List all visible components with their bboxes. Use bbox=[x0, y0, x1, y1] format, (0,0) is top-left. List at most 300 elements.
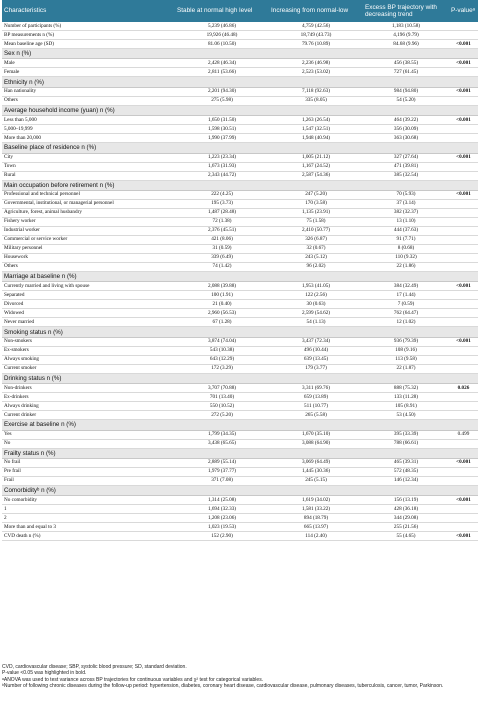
row-label: Divorced bbox=[2, 300, 175, 309]
section-header-row bbox=[2, 143, 478, 153]
row-label: Han nationality bbox=[2, 87, 175, 96]
cell-p-value bbox=[449, 467, 478, 476]
cell-excess: 12 (1.02) bbox=[363, 318, 449, 327]
table-row bbox=[2, 217, 478, 226]
table-row bbox=[2, 514, 478, 523]
cell-p-value: <0.001 bbox=[449, 59, 478, 68]
table-header-row bbox=[2, 0, 478, 22]
section-p-value bbox=[449, 373, 478, 383]
table-row bbox=[2, 31, 478, 40]
footnote-abbreviations: CVD, cardiovascular disease; SBP, systolic blood pressure; SD, standard deviation. bbox=[2, 664, 187, 670]
cell-increasing: 1,167 (24.52) bbox=[269, 162, 363, 171]
cell-p-value bbox=[449, 31, 478, 40]
cell-stable: 2,428 (46.34) bbox=[175, 59, 269, 68]
cell-stable: 1,990 (37.99) bbox=[175, 134, 269, 143]
row-label: Always drinking bbox=[2, 402, 175, 411]
row-label: BP measurements n (%) bbox=[2, 31, 175, 40]
section-header-row bbox=[2, 448, 478, 458]
cell-excess: 428 (36.18) bbox=[363, 505, 449, 514]
cell-stable: 100 (1.91) bbox=[175, 291, 269, 300]
row-label: No frail bbox=[2, 458, 175, 467]
cell-p-value: <0.001 bbox=[449, 87, 478, 96]
cell-p-value bbox=[449, 476, 478, 485]
row-label: Professional and technical personnel bbox=[2, 190, 175, 199]
cell-stable: 1,694 (32.33) bbox=[175, 505, 269, 514]
table-row bbox=[2, 523, 478, 532]
section-title: Sex n (%) bbox=[2, 49, 449, 59]
table-body bbox=[2, 22, 478, 541]
cell-excess: 110 (9.32) bbox=[363, 253, 449, 262]
header-stable: Stable at normal high level bbox=[175, 0, 269, 22]
cell-p-value bbox=[449, 22, 478, 31]
cell-stable: 275 (5.98) bbox=[175, 96, 269, 105]
cell-increasing: 79.76 (10.89) bbox=[269, 40, 363, 49]
cell-stable: 1,487 (28.48) bbox=[175, 208, 269, 217]
table-row bbox=[2, 59, 478, 68]
cell-stable: 74 (1.42) bbox=[175, 262, 269, 271]
table-row bbox=[2, 532, 478, 541]
row-label: No comorbidity bbox=[2, 496, 175, 505]
cell-excess: 13 (1.10) bbox=[363, 217, 449, 226]
cell-excess: 356 (30.09) bbox=[363, 125, 449, 134]
section-p-value bbox=[449, 77, 478, 87]
row-label: Housework bbox=[2, 253, 175, 262]
section-header-row bbox=[2, 271, 478, 281]
cell-increasing: 18,749 (43.73) bbox=[269, 31, 363, 40]
cell-excess: 105 (8.91) bbox=[363, 402, 449, 411]
cell-increasing: 243 (5.12) bbox=[269, 253, 363, 262]
table-row bbox=[2, 402, 478, 411]
cell-p-value bbox=[449, 514, 478, 523]
row-label: Commercial or service worker bbox=[2, 235, 175, 244]
cell-stable: 2,343 (44.72) bbox=[175, 171, 269, 180]
cell-increasing: 511 (10.77) bbox=[269, 402, 363, 411]
cell-increasing: 96 (2.02) bbox=[269, 262, 363, 271]
table-row bbox=[2, 346, 478, 355]
row-label: Always smoking bbox=[2, 355, 175, 364]
section-p-value bbox=[449, 327, 478, 337]
table-row bbox=[2, 505, 478, 514]
cell-p-value: <0.001 bbox=[449, 40, 478, 49]
cell-p-value: <0.001 bbox=[449, 153, 478, 162]
row-label: Less than 5,000 bbox=[2, 116, 175, 125]
cell-increasing: 1,445 (30.36) bbox=[269, 467, 363, 476]
cell-excess: 788 (66.61) bbox=[363, 439, 449, 448]
section-p-value bbox=[449, 420, 478, 430]
cell-excess: 70 (5.93) bbox=[363, 190, 449, 199]
cell-increasing: 7,118 (92.63) bbox=[269, 87, 363, 96]
section-title: Drinking status n (%) bbox=[2, 373, 449, 383]
section-title: Frailty status n (%) bbox=[2, 448, 449, 458]
row-label: Military personnel bbox=[2, 244, 175, 253]
cell-excess: 363 (30.68) bbox=[363, 134, 449, 143]
cell-p-value bbox=[449, 411, 478, 420]
row-label: More than and equal to 3 bbox=[2, 523, 175, 532]
cell-stable: 1,208 (23.06) bbox=[175, 514, 269, 523]
cell-increasing: 1,581 (33.22) bbox=[269, 505, 363, 514]
row-label: Governmental, institutional, or managerial personnel bbox=[2, 199, 175, 208]
cell-p-value: <0.001 bbox=[449, 282, 478, 291]
cell-increasing: 75 (1.58) bbox=[269, 217, 363, 226]
cell-increasing: 122 (2.56) bbox=[269, 291, 363, 300]
table-row bbox=[2, 355, 478, 364]
section-title: Ethnicity n (%) bbox=[2, 77, 449, 87]
cell-stable: 1,673 (31.93) bbox=[175, 162, 269, 171]
footnote-anova: ᵃANOVA was used to test variance across BP trajectories for continuous variables and χ² test for categorical variables. bbox=[2, 676, 264, 683]
row-label: Others bbox=[2, 262, 175, 271]
table-row bbox=[2, 384, 478, 393]
table-row bbox=[2, 439, 478, 448]
table-row bbox=[2, 199, 478, 208]
cell-excess: 133 (11.28) bbox=[363, 393, 449, 402]
cell-increasing: 665 (13.97) bbox=[269, 523, 363, 532]
section-p-value bbox=[449, 485, 478, 495]
cell-excess: 55 (4.65) bbox=[363, 532, 449, 541]
row-label: Number of participants (%) bbox=[2, 22, 175, 31]
cell-increasing: 114 (2.40) bbox=[269, 532, 363, 541]
cell-excess: 156 (13.19) bbox=[363, 496, 449, 505]
cell-stable: 1,598 (30.51) bbox=[175, 125, 269, 134]
cell-stable: 1,223 (23.34) bbox=[175, 153, 269, 162]
cell-p-value bbox=[449, 199, 478, 208]
cell-excess: 1,183 (10.58) bbox=[363, 22, 449, 31]
section-header-row bbox=[2, 105, 478, 115]
table-row bbox=[2, 153, 478, 162]
cell-p-value bbox=[449, 346, 478, 355]
table-row bbox=[2, 96, 478, 105]
section-title: Baseline place of residence n (%) bbox=[2, 143, 449, 153]
section-title: Comorbidityᵇ n (%) bbox=[2, 485, 449, 495]
cell-stable: 222 (4.25) bbox=[175, 190, 269, 199]
cell-increasing: 2,599 (54.62) bbox=[269, 309, 363, 318]
cell-excess: 456 (38.55) bbox=[363, 59, 449, 68]
cell-excess: 984 (94.80) bbox=[363, 87, 449, 96]
cell-p-value: 0.026 bbox=[449, 384, 478, 393]
cell-increasing: 1,670 (35.10) bbox=[269, 430, 363, 439]
cell-p-value: <0.001 bbox=[449, 190, 478, 199]
table-row bbox=[2, 430, 478, 439]
row-label: 1 bbox=[2, 505, 175, 514]
cell-excess: 395 (33.39) bbox=[363, 430, 449, 439]
section-header-row bbox=[2, 373, 478, 383]
table-row bbox=[2, 22, 478, 31]
cell-excess: 572 (48.35) bbox=[363, 467, 449, 476]
table-row bbox=[2, 476, 478, 485]
row-label: CVD death n (%) bbox=[2, 532, 175, 541]
cell-p-value bbox=[449, 355, 478, 364]
cell-excess: 344 (29.08) bbox=[363, 514, 449, 523]
footnote-bold: P-value <0.05 was highlighted in bold. bbox=[2, 670, 87, 677]
section-p-value bbox=[449, 180, 478, 190]
cell-excess: 53 (4.50) bbox=[363, 411, 449, 420]
cell-stable: 421 (8.06) bbox=[175, 235, 269, 244]
row-label: 2 bbox=[2, 514, 175, 523]
row-label: Town bbox=[2, 162, 175, 171]
table-row bbox=[2, 253, 478, 262]
cell-p-value: 0.499 bbox=[449, 430, 478, 439]
cell-increasing: 659 (13.89) bbox=[269, 393, 363, 402]
footnote-comorbidity: ᵇNumber of following chronic diseases during the follow-up period: hypertension, diabetes, coronary heart disease, cardiovascular disease, pulmonary diseases, tuberculosis, cancer, tumor, Parkinson. bbox=[2, 683, 444, 690]
cell-excess: 888 (75.32) bbox=[363, 384, 449, 393]
cell-increasing: 1,619 (34.02) bbox=[269, 496, 363, 505]
table-row bbox=[2, 282, 478, 291]
section-header-row bbox=[2, 77, 478, 87]
section-title: Smoking status n (%) bbox=[2, 327, 449, 337]
cell-excess: 22 (1.87) bbox=[363, 364, 449, 373]
cell-p-value bbox=[449, 364, 478, 373]
cell-increasing: 265 (5.58) bbox=[269, 411, 363, 420]
table-row bbox=[2, 393, 478, 402]
cell-stable: 643 (12.29) bbox=[175, 355, 269, 364]
cell-increasing: 2,523 (53.02) bbox=[269, 68, 363, 77]
cell-p-value: <0.001 bbox=[449, 458, 478, 467]
table-row bbox=[2, 125, 478, 134]
cell-excess: 7 (0.59) bbox=[363, 300, 449, 309]
cell-stable: 72 (1.38) bbox=[175, 217, 269, 226]
cell-stable: 543 (10.38) bbox=[175, 346, 269, 355]
cell-increasing: 2,587 (54.36) bbox=[269, 171, 363, 180]
row-label: No bbox=[2, 439, 175, 448]
cell-stable: 371 (7.08) bbox=[175, 476, 269, 485]
cell-excess: 327 (27.64) bbox=[363, 153, 449, 162]
row-label: Agriculture, forest, animal husbandry bbox=[2, 208, 175, 217]
row-label: Mean baseline age (SD) bbox=[2, 40, 175, 49]
cell-p-value bbox=[449, 505, 478, 514]
cell-p-value bbox=[449, 402, 478, 411]
row-label: Ex-drinkers bbox=[2, 393, 175, 402]
cell-increasing: 245 (5.15) bbox=[269, 476, 363, 485]
cell-excess: 37 (3.14) bbox=[363, 199, 449, 208]
cell-excess: 936 (79.39) bbox=[363, 337, 449, 346]
cell-stable: 2,201 (94.30) bbox=[175, 87, 269, 96]
cell-p-value bbox=[449, 300, 478, 309]
characteristics-table bbox=[2, 0, 478, 541]
cell-p-value bbox=[449, 162, 478, 171]
cell-stable: 31 (0.59) bbox=[175, 244, 269, 253]
section-p-value bbox=[449, 143, 478, 153]
row-label: Female bbox=[2, 68, 175, 77]
table-row bbox=[2, 496, 478, 505]
cell-stable: 172 (3.29) bbox=[175, 364, 269, 373]
cell-p-value bbox=[449, 253, 478, 262]
cell-p-value bbox=[449, 134, 478, 143]
cell-p-value bbox=[449, 171, 478, 180]
cell-increasing: 170 (3.58) bbox=[269, 199, 363, 208]
cell-p-value: <0.001 bbox=[449, 337, 478, 346]
row-label: More than 20,000 bbox=[2, 134, 175, 143]
cell-increasing: 3,311 (69.76) bbox=[269, 384, 363, 393]
cell-stable: 701 (13.40) bbox=[175, 393, 269, 402]
cell-p-value bbox=[449, 96, 478, 105]
table-row bbox=[2, 244, 478, 253]
row-label: Rural bbox=[2, 171, 175, 180]
table-row bbox=[2, 458, 478, 467]
cell-increasing: 894 (18.79) bbox=[269, 514, 363, 523]
cell-increasing: 1,005 (21.12) bbox=[269, 153, 363, 162]
cell-increasing: 2,410 (50.77) bbox=[269, 226, 363, 235]
table-row bbox=[2, 171, 478, 180]
section-p-value bbox=[449, 271, 478, 281]
table-row bbox=[2, 337, 478, 346]
cell-stable: 2,376 (45.51) bbox=[175, 226, 269, 235]
section-header-row bbox=[2, 327, 478, 337]
table-row bbox=[2, 226, 478, 235]
row-label: Fishery worker bbox=[2, 217, 175, 226]
cell-stable: 339 (6.49) bbox=[175, 253, 269, 262]
cell-p-value bbox=[449, 309, 478, 318]
header-excess: Excess BP trajectory with decreasing trend bbox=[363, 0, 449, 22]
header-characteristics: Characteristics bbox=[2, 0, 175, 22]
table-row bbox=[2, 318, 478, 327]
cell-excess: 146 (12.34) bbox=[363, 476, 449, 485]
section-p-value bbox=[449, 105, 478, 115]
cell-p-value bbox=[449, 235, 478, 244]
cell-excess: 465 (39.31) bbox=[363, 458, 449, 467]
cell-stable: 1,650 (31.50) bbox=[175, 116, 269, 125]
table-row bbox=[2, 87, 478, 96]
cell-p-value bbox=[449, 208, 478, 217]
row-label: Frail bbox=[2, 476, 175, 485]
section-header-row bbox=[2, 485, 478, 495]
section-title: Marriage at baseline n (%) bbox=[2, 271, 449, 281]
cell-stable: 81.06 (10.50) bbox=[175, 40, 269, 49]
cell-p-value: <0.001 bbox=[449, 496, 478, 505]
cell-stable: 21 (0.40) bbox=[175, 300, 269, 309]
row-label: Current smoker bbox=[2, 364, 175, 373]
row-label: 5,000–19,999 bbox=[2, 125, 175, 134]
row-label: Never married bbox=[2, 318, 175, 327]
cell-increasing: 3,437 (72.34) bbox=[269, 337, 363, 346]
table-row bbox=[2, 134, 478, 143]
cell-excess: 91 (7.71) bbox=[363, 235, 449, 244]
cell-stable: 3,438 (65.65) bbox=[175, 439, 269, 448]
cell-stable: 1,314 (25.08) bbox=[175, 496, 269, 505]
cell-increasing: 1,948 (40.94) bbox=[269, 134, 363, 143]
cell-stable: 272 (5.20) bbox=[175, 411, 269, 420]
cell-stable: 3,707 (70.88) bbox=[175, 384, 269, 393]
cell-stable: 1,799 (34.35) bbox=[175, 430, 269, 439]
table-row bbox=[2, 309, 478, 318]
cell-stable: 550 (10.52) bbox=[175, 402, 269, 411]
table-row bbox=[2, 411, 478, 420]
cell-p-value bbox=[449, 226, 478, 235]
cell-increasing: 2,236 (46.98) bbox=[269, 59, 363, 68]
section-title: Average household income (yuan) n (%) bbox=[2, 105, 449, 115]
cell-stable: 3,874 (74.04) bbox=[175, 337, 269, 346]
cell-excess: 84.68 (9.96) bbox=[363, 40, 449, 49]
cell-increasing: 496 (10.44) bbox=[269, 346, 363, 355]
section-p-value bbox=[449, 49, 478, 59]
row-label: Current drinker bbox=[2, 411, 175, 420]
table-row bbox=[2, 300, 478, 309]
cell-excess: 108 (9.16) bbox=[363, 346, 449, 355]
cell-excess: 444 (37.63) bbox=[363, 226, 449, 235]
cell-excess: 113 (9.58) bbox=[363, 355, 449, 364]
table-row bbox=[2, 262, 478, 271]
cell-increasing: 3,088 (64.90) bbox=[269, 439, 363, 448]
cell-increasing: 639 (13.45) bbox=[269, 355, 363, 364]
cell-excess: 384 (32.49) bbox=[363, 282, 449, 291]
row-label: Widowed bbox=[2, 309, 175, 318]
table-row bbox=[2, 235, 478, 244]
cell-p-value bbox=[449, 68, 478, 77]
row-label: Currently married and living with spouse bbox=[2, 282, 175, 291]
cell-p-value: <0.001 bbox=[449, 532, 478, 541]
table-footnotes bbox=[2, 664, 478, 690]
cell-stable: 1,979 (37.77) bbox=[175, 467, 269, 476]
section-title: Main occupation before retirement n (%) bbox=[2, 180, 449, 190]
row-label: Others bbox=[2, 96, 175, 105]
cell-excess: 17 (1.44) bbox=[363, 291, 449, 300]
cell-excess: 4,196 (9.79) bbox=[363, 31, 449, 40]
cell-stable: 195 (3.73) bbox=[175, 199, 269, 208]
table-row bbox=[2, 364, 478, 373]
cell-excess: 255 (21.56) bbox=[363, 523, 449, 532]
cell-excess: 385 (32.54) bbox=[363, 171, 449, 180]
cell-p-value bbox=[449, 439, 478, 448]
cell-increasing: 4,759 (42.56) bbox=[269, 22, 363, 31]
row-label: Yes bbox=[2, 430, 175, 439]
row-label: Non-smokers bbox=[2, 337, 175, 346]
cell-increasing: 1,547 (32.51) bbox=[269, 125, 363, 134]
cell-p-value bbox=[449, 318, 478, 327]
row-label: Ex-smokers bbox=[2, 346, 175, 355]
cell-excess: 471 (39.81) bbox=[363, 162, 449, 171]
table-row bbox=[2, 116, 478, 125]
cell-stable: 2,088 (39.88) bbox=[175, 282, 269, 291]
cell-increasing: 1,953 (41.05) bbox=[269, 282, 363, 291]
cell-stable: 67 (1.28) bbox=[175, 318, 269, 327]
table-row bbox=[2, 68, 478, 77]
cell-increasing: 1,135 (23.91) bbox=[269, 208, 363, 217]
cell-p-value bbox=[449, 262, 478, 271]
section-p-value bbox=[449, 448, 478, 458]
table-row bbox=[2, 291, 478, 300]
cell-excess: 382 (32.37) bbox=[363, 208, 449, 217]
cell-increasing: 179 (3.77) bbox=[269, 364, 363, 373]
header-p-value: P-valueᵃ bbox=[449, 0, 478, 22]
cell-increasing: 30 (0.63) bbox=[269, 300, 363, 309]
header-increasing: Increasing from normal-low bbox=[269, 0, 363, 22]
cell-stable: 2,960 (56.53) bbox=[175, 309, 269, 318]
table-row bbox=[2, 162, 478, 171]
cell-increasing: 247 (5.20) bbox=[269, 190, 363, 199]
table-row bbox=[2, 467, 478, 476]
section-title: Exercise at baseline n (%) bbox=[2, 420, 449, 430]
row-label: Pre frail bbox=[2, 467, 175, 476]
cell-increasing: 1,263 (26.54) bbox=[269, 116, 363, 125]
cell-p-value bbox=[449, 291, 478, 300]
cell-increasing: 54 (1.13) bbox=[269, 318, 363, 327]
row-label: Non-drinkers bbox=[2, 384, 175, 393]
cell-stable: 5,239 (46.86) bbox=[175, 22, 269, 31]
cell-excess: 727 (61.45) bbox=[363, 68, 449, 77]
section-header-row bbox=[2, 180, 478, 190]
cell-increasing: 32 (0.67) bbox=[269, 244, 363, 253]
cell-stable: 2,811 (53.66) bbox=[175, 68, 269, 77]
table-row bbox=[2, 40, 478, 49]
section-header-row bbox=[2, 49, 478, 59]
cell-stable: 1,023 (19.53) bbox=[175, 523, 269, 532]
cell-p-value bbox=[449, 125, 478, 134]
cell-excess: 8 (0.68) bbox=[363, 244, 449, 253]
row-label: Separated bbox=[2, 291, 175, 300]
cell-increasing: 326 (6.87) bbox=[269, 235, 363, 244]
cell-p-value bbox=[449, 523, 478, 532]
cell-stable: 19,926 (46.48) bbox=[175, 31, 269, 40]
cell-excess: 54 (5.20) bbox=[363, 96, 449, 105]
table-row bbox=[2, 190, 478, 199]
